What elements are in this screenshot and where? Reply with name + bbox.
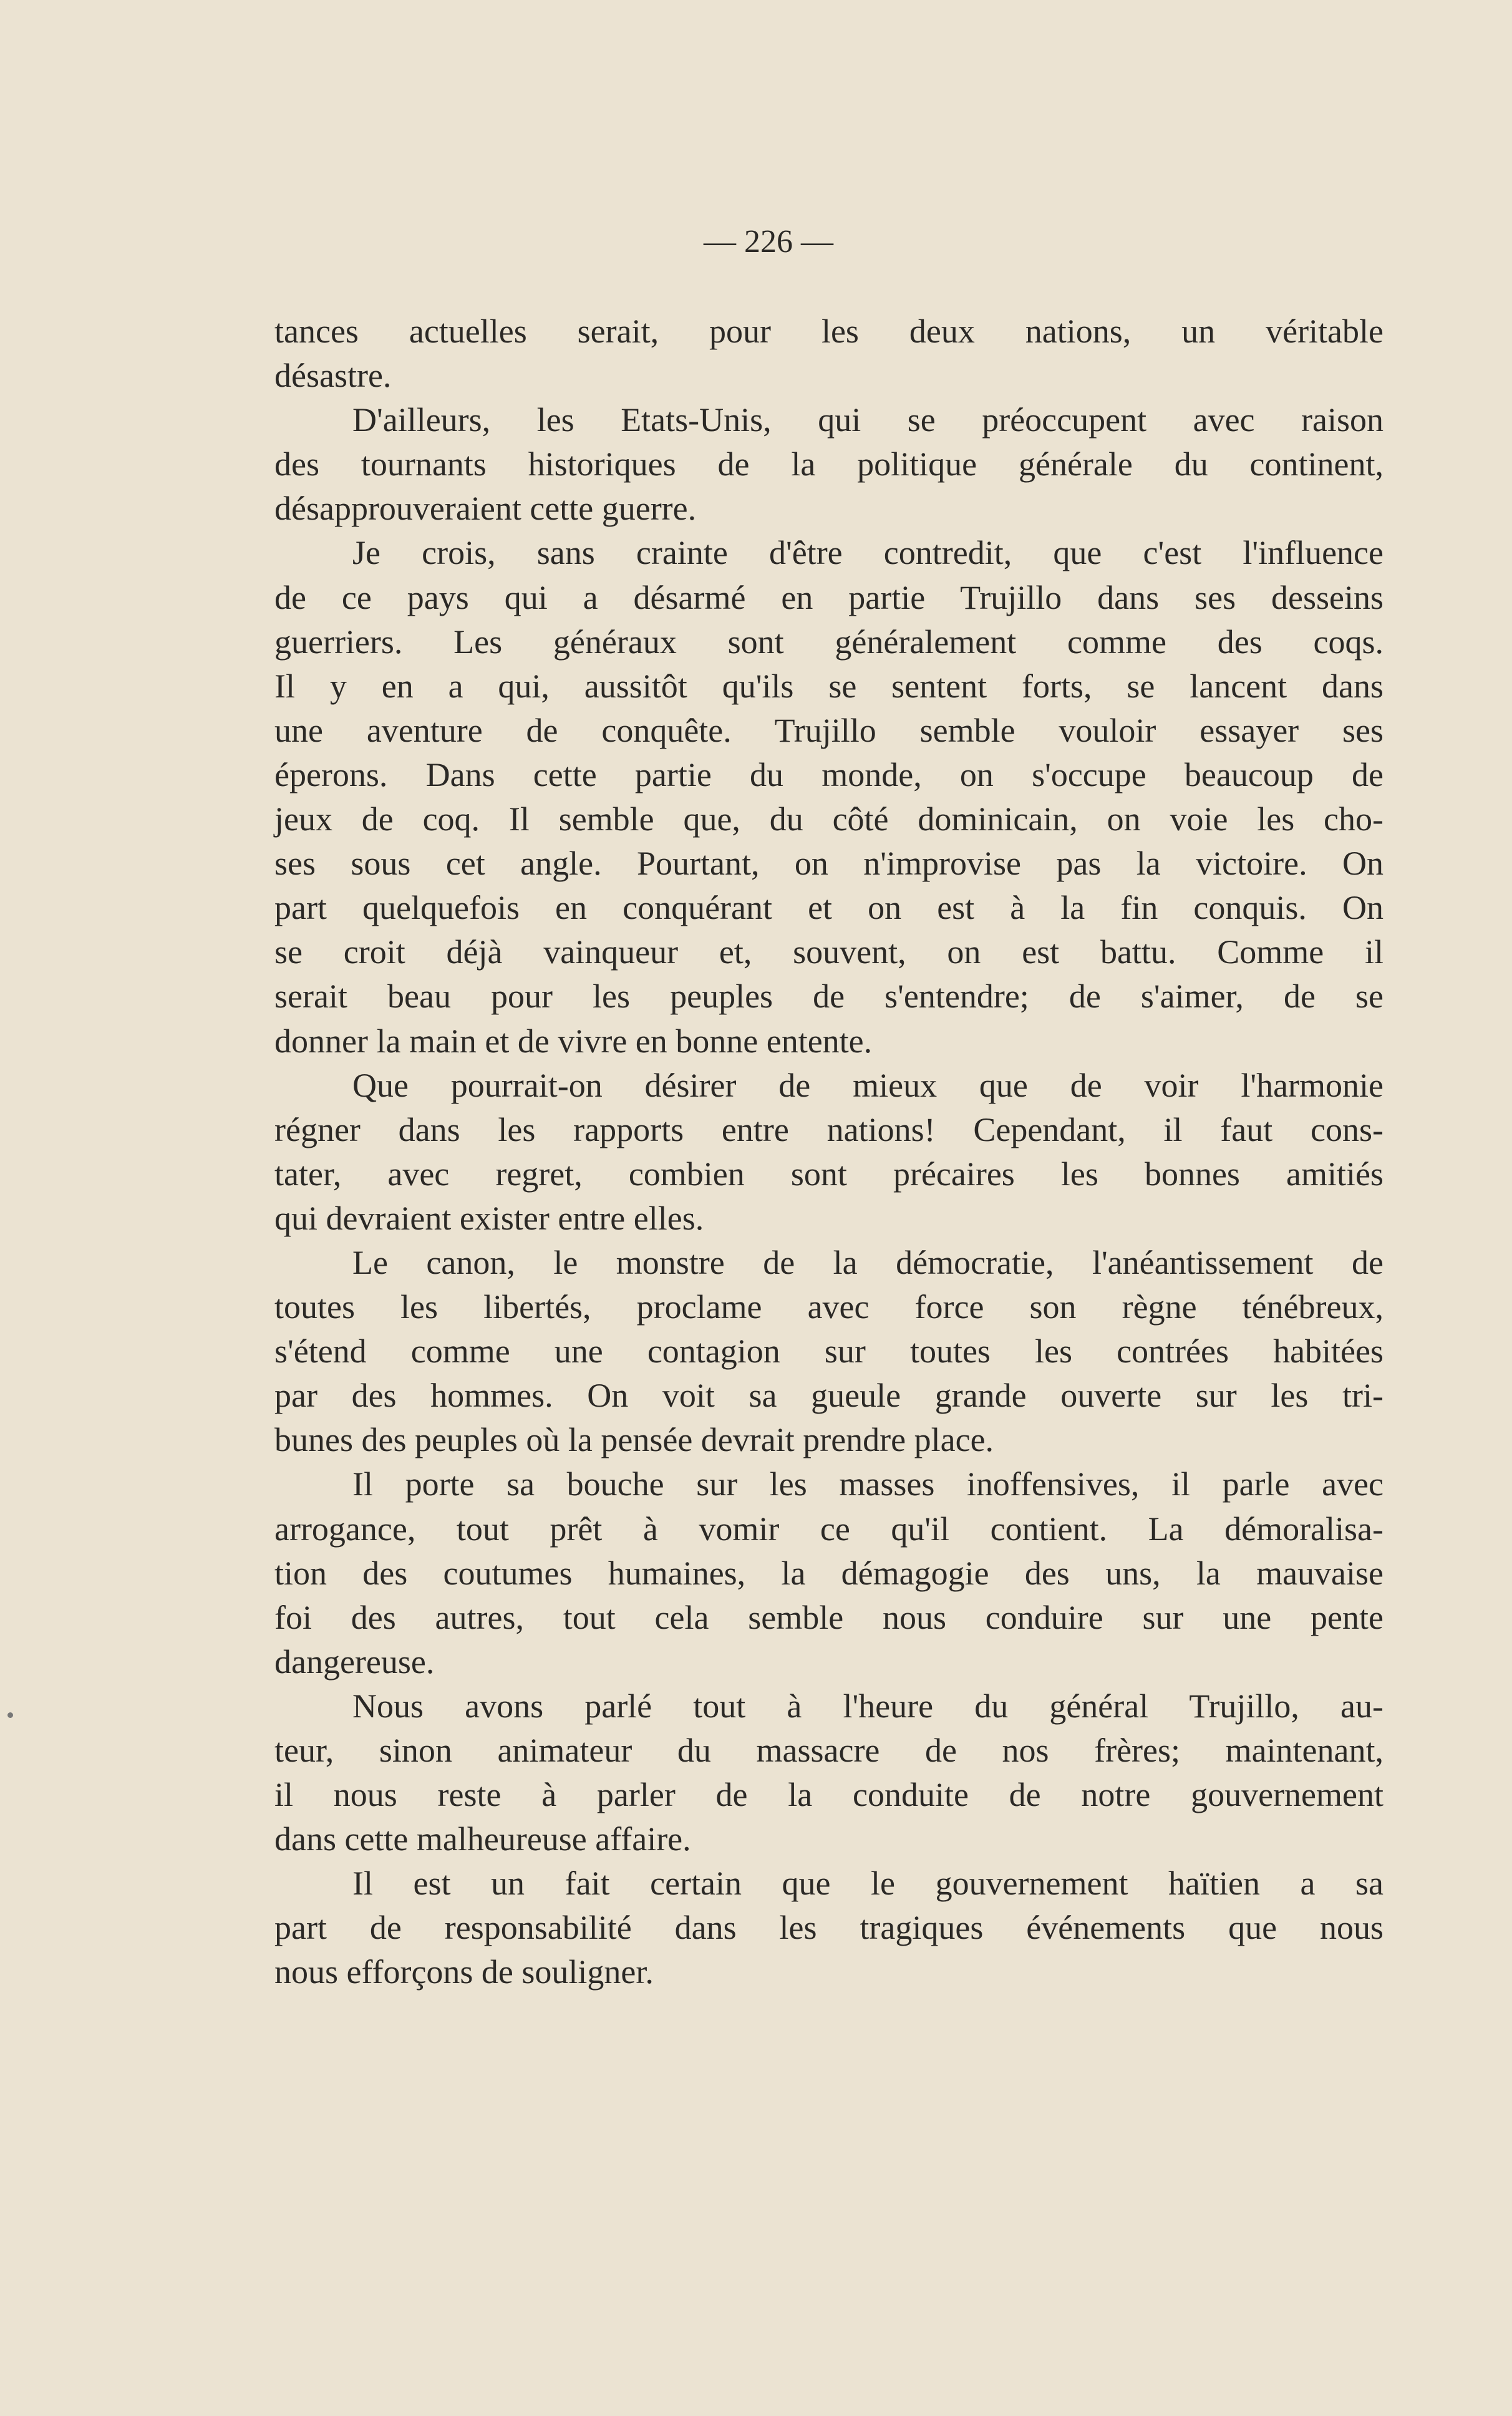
text-line: une aventure de conquête. Trujillo semble vouloir essayer ses xyxy=(274,711,1384,749)
text-line: Nous avons parlé tout à l'heure du général Trujillo, au- xyxy=(352,1687,1384,1725)
text-line: D'ailleurs, les Etats-Unis, qui se préoccupent avec raison xyxy=(352,401,1384,439)
text-line: part de responsabilité dans les tragiques événements que nous xyxy=(274,1909,1384,1947)
text-line: bunes des peuples où la pensée devrait prendre place. xyxy=(274,1421,994,1459)
text-line: de ce pays qui a désarmé en partie Trujillo dans ses desseins xyxy=(274,578,1384,616)
text-line: qui devraient exister entre elles. xyxy=(274,1199,704,1237)
text-line: tater, avec regret, combien sont précaires les bonnes amitiés xyxy=(274,1155,1384,1193)
text-line: teur, sinon animateur du massacre de nos frères; maintenant, xyxy=(274,1732,1384,1769)
page-number xyxy=(0,223,1512,260)
text-line: nous efforçons de souligner. xyxy=(274,1953,654,1991)
text-line: dans cette malheureuse affaire. xyxy=(274,1820,691,1858)
text-line: Il y en a qui, aussitôt qu'ils se sentent forts, se lancent dans xyxy=(274,667,1384,705)
text-line: désastre. xyxy=(274,357,392,395)
text-line: Il est un fait certain que le gouvernement haïtien a sa xyxy=(352,1865,1384,1903)
text-line: serait beau pour les peuples de s'entendre; de s'aimer, de se xyxy=(274,978,1384,1016)
text-line: toutes les libertés, proclame avec force son règne ténébreux, xyxy=(274,1288,1384,1326)
text-line: se croit déjà vainqueur et, souvent, on est battu. Comme il xyxy=(274,933,1384,971)
text-line: Je crois, sans crainte d'être contredit, que c'est l'influence xyxy=(352,534,1384,572)
text-line: arrogance, tout prêt à vomir ce qu'il contient. La démoralisa- xyxy=(274,1510,1384,1548)
page-number-text: — 226 — xyxy=(704,224,833,260)
text-line: par des hommes. On voit sa gueule grande ouverte sur les tri- xyxy=(274,1377,1384,1415)
text-line: Le canon, le monstre de la démocratie, l'anéantissement de xyxy=(352,1243,1384,1281)
text-line: ses sous cet angle. Pourtant, on n'improvise pas la victoire. On xyxy=(274,845,1384,883)
scan-speck xyxy=(7,1712,13,1718)
text-line: tion des coutumes humaines, la démagogie des uns, la mauvaise xyxy=(274,1554,1384,1592)
text-line: régner dans les rapports entre nations! Cependant, il faut cons- xyxy=(274,1110,1384,1148)
text-line: désapprouveraient cette guerre. xyxy=(274,490,697,528)
text-line: tances actuelles serait, pour les deux nations, un véritable xyxy=(274,313,1384,350)
text-line: s'étend comme une contagion sur toutes les contrées habitées xyxy=(274,1332,1384,1371)
text-line: guerriers. Les généraux sont généralement comme des coqs. xyxy=(274,623,1384,661)
text-line: foi des autres, tout cela semble nous conduire sur une pente xyxy=(274,1598,1384,1636)
text-line: jeux de coq. Il semble que, du côté dominicain, on voie les cho- xyxy=(274,800,1384,838)
text-line: Que pourrait-on désirer de mieux que de voir l'harmonie xyxy=(352,1066,1384,1104)
text-line: part quelquefois en conquérant et on est à la fin conquis. On xyxy=(274,889,1384,927)
body-text xyxy=(274,309,1384,1995)
text-line: Il porte sa bouche sur les masses inoffensives, il parle avec xyxy=(352,1465,1384,1503)
text-line: dangereuse. xyxy=(274,1642,435,1681)
text-line: éperons. Dans cette partie du monde, on s'occupe beaucoup de xyxy=(274,755,1384,793)
text-line: des tournants historiques de la politique générale du continent, xyxy=(274,445,1384,483)
text-line: donner la main et de vivre en bonne entente. xyxy=(274,1022,873,1060)
text-line: il nous reste à parler de la conduite de notre gouvernement xyxy=(274,1776,1384,1814)
